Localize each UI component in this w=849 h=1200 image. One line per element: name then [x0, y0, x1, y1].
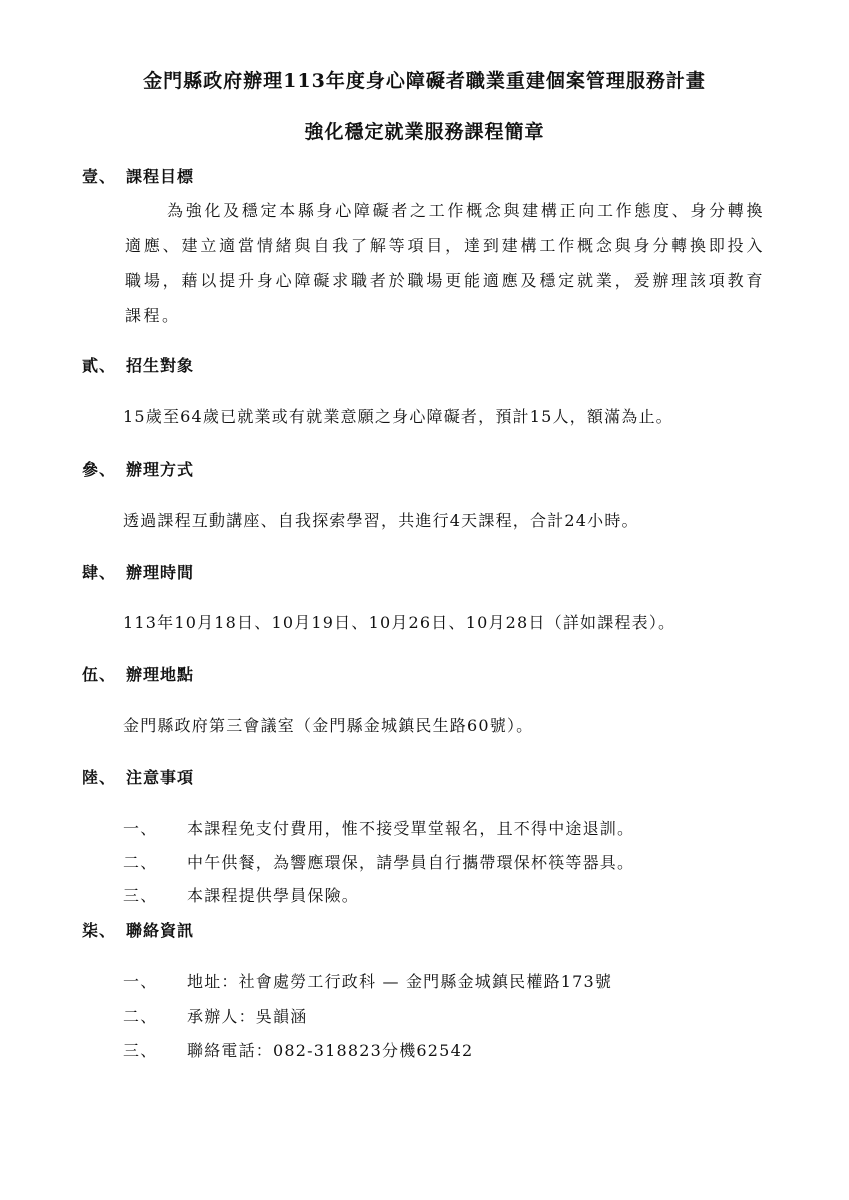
schedule-text: 113年10月18日、10月19日、10月26日、10月28日（詳如課程表）。 — [123, 613, 676, 632]
list-item-number: 一、 — [123, 819, 158, 838]
section-heading-location — [82, 662, 194, 685]
section-number: 柒、 — [82, 921, 117, 940]
section-heading-contact — [82, 918, 194, 941]
list-item-text: 本課程提供學員保險。 — [187, 886, 360, 905]
list-item-number: 二、 — [123, 853, 158, 872]
section-number: 肆、 — [82, 563, 117, 582]
section-title: 辦理時間 — [126, 563, 195, 582]
document-title: 金門縣政府辦理113年度身心障礙者職業重建個案管理服務計畫 — [143, 70, 706, 92]
section-title: 課程目標 — [126, 167, 195, 186]
contact-address: 地址：社會處勞工行政科 — 金門縣金城鎮民權路173號 — [187, 972, 613, 991]
contact-phone: 聯絡電話：082-318823分機62542 — [187, 1041, 474, 1060]
section-title: 注意事項 — [126, 768, 195, 787]
section-heading-notes — [82, 765, 194, 788]
section-heading-schedule — [82, 560, 194, 583]
section-title: 招生對象 — [126, 356, 195, 375]
section-heading-enrollment — [82, 353, 194, 376]
section-title: 聯絡資訊 — [126, 921, 195, 940]
enrollment-text: 15歲至64歲已就業或有就業意願之身心障礙者，預計15人，額滿為止。 — [123, 407, 673, 426]
list-item — [123, 883, 359, 906]
section-heading-method — [82, 457, 194, 480]
document-subtitle: 強化穩定就業服務課程簡章 — [304, 121, 545, 143]
list-item-text: 中午供餐，為響應環保，請學員自行攜帶環保杯筷等器具。 — [187, 853, 635, 872]
list-item-number: 三、 — [123, 886, 158, 905]
section-title: 辦理方式 — [126, 460, 195, 479]
list-item-number: 三、 — [123, 1041, 158, 1060]
list-item — [123, 850, 634, 873]
method-text: 透過課程互動講座、自我探索學習，共進行4天課程，合計24小時。 — [123, 511, 639, 530]
location-text: 金門縣政府第三會議室（金門縣金城鎮民生路60號）。 — [123, 716, 534, 735]
list-item — [123, 1038, 473, 1061]
section-number: 壹、 — [82, 167, 117, 186]
section-number: 參、 — [82, 460, 117, 479]
section-number: 貳、 — [82, 356, 117, 375]
list-item-text: 本課程免支付費用，惟不接受單堂報名，且不得中途退訓。 — [187, 819, 635, 838]
list-item-number: 一、 — [123, 972, 158, 991]
contact-person: 承辦人：吳韻涵 — [187, 1007, 308, 1026]
list-item — [123, 816, 634, 839]
section-number: 伍、 — [82, 665, 117, 684]
list-item-number: 二、 — [123, 1007, 158, 1026]
list-item — [123, 969, 612, 992]
course-goal-text: 為強化及穩定本縣身心障礙者之工作概念與建構正向工作態度、身分轉換適應、建立適當情緒與自我了解等項目，達到建構工作概念與身分轉換即投入職場，藉以提升身心障礙求職者於職場更能適應及穩定就業，爰辦理該項教育課程。 — [125, 201, 765, 325]
list-item — [123, 1004, 307, 1027]
section-title: 辦理地點 — [126, 665, 195, 684]
section-heading-course-goal — [82, 164, 194, 187]
section-number: 陸、 — [82, 768, 117, 787]
